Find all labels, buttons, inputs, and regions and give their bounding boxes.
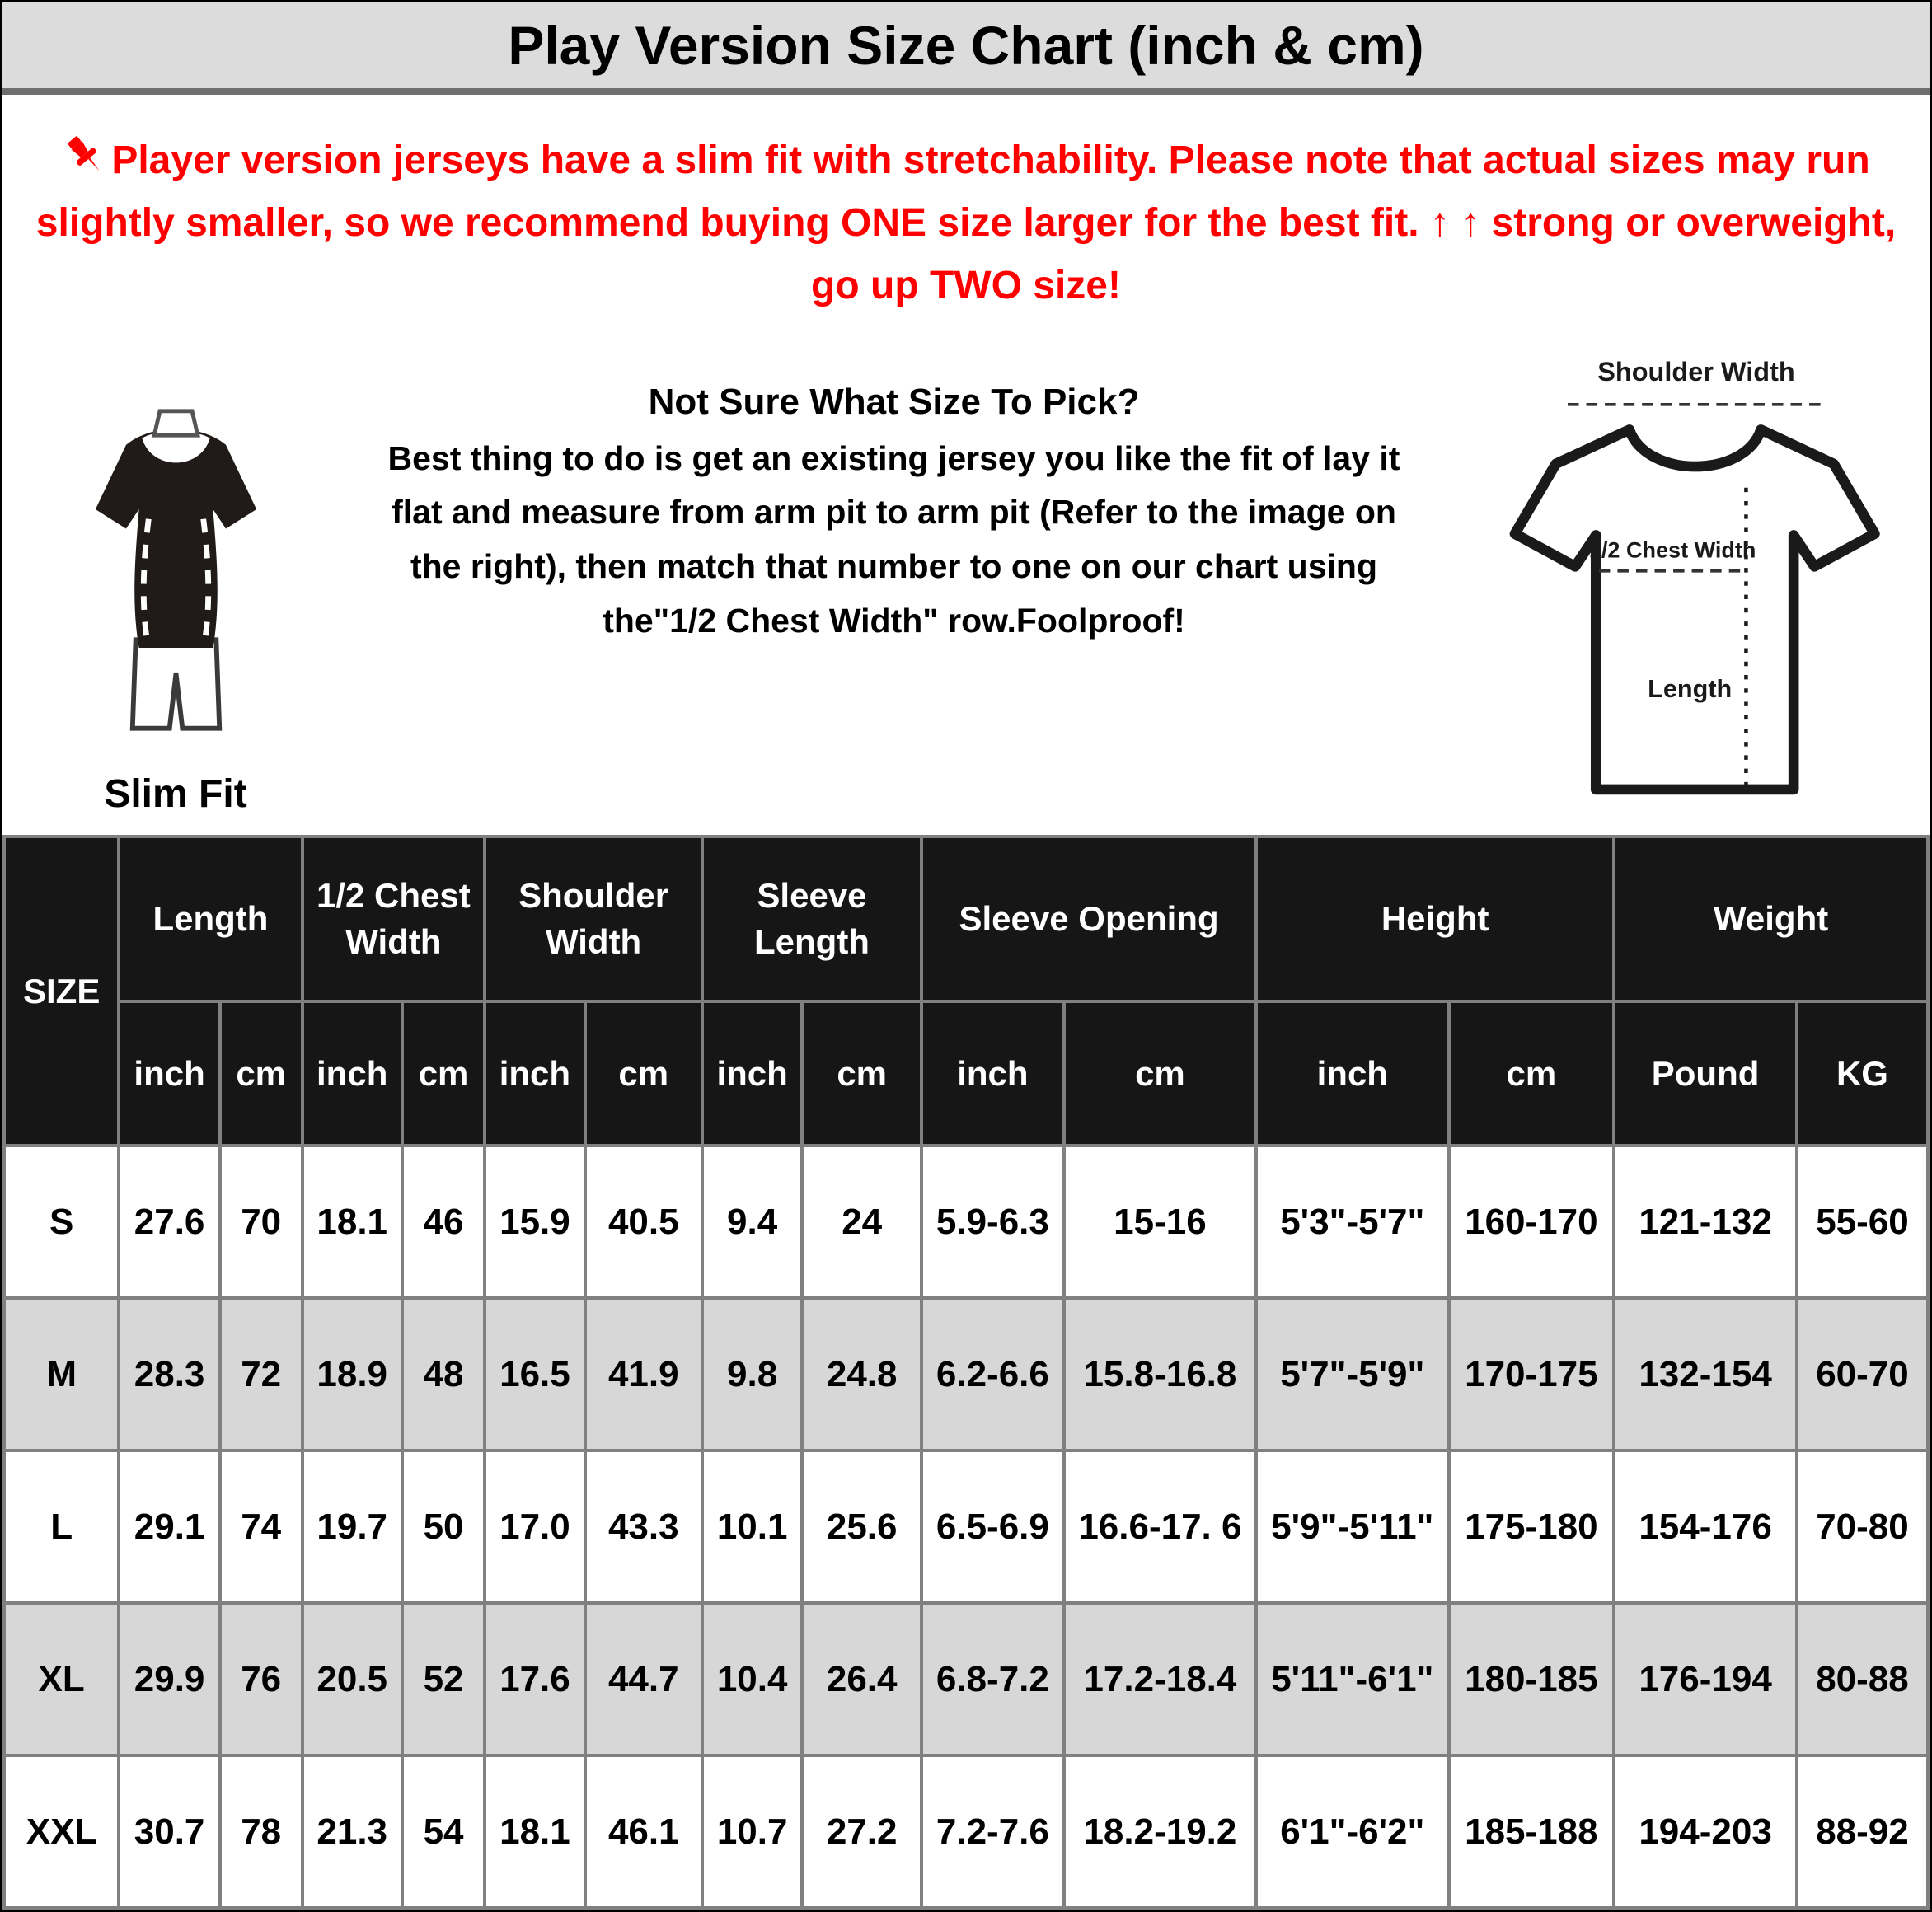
value-cell: 25.6: [802, 1450, 921, 1603]
unit-header: inch: [921, 1001, 1064, 1146]
group-header-sleeve-length: Sleeve Length: [702, 836, 921, 1001]
fit-warning-line-3: go up TWO size!: [811, 263, 1121, 307]
size-cell: S: [4, 1146, 119, 1298]
value-cell: 17.0: [485, 1450, 584, 1603]
unit-header: cm: [220, 1001, 302, 1146]
unit-header: KG: [1797, 1001, 1928, 1146]
value-cell: 17.6: [485, 1603, 584, 1755]
size-help-line-3: the right), then match that number to one on our chart using: [410, 547, 1378, 586]
size-help-line-1: Best thing to do is get an existing jersey you like the fit of lay it: [387, 438, 1400, 477]
value-cell: 78: [220, 1755, 302, 1908]
value-cell: 60-70: [1797, 1298, 1928, 1450]
unit-header: inch: [485, 1001, 584, 1146]
value-cell: 7.2-7.6: [921, 1755, 1064, 1908]
value-cell: 132-154: [1614, 1298, 1797, 1450]
value-cell: 50: [402, 1450, 485, 1603]
value-cell: 194-203: [1614, 1755, 1797, 1908]
value-cell: 15.8-16.8: [1064, 1298, 1256, 1450]
measurement-diagram: [1484, 346, 1905, 827]
value-cell: 16.6-17. 6: [1064, 1450, 1256, 1603]
value-cell: 80-88: [1797, 1603, 1928, 1755]
value-cell: 26.4: [802, 1603, 921, 1755]
value-cell: 175-180: [1449, 1450, 1615, 1603]
value-cell: 27.6: [119, 1146, 220, 1298]
value-cell: 54: [402, 1755, 485, 1908]
unit-header: inch: [119, 1001, 220, 1146]
group-header-length: Length: [119, 836, 302, 1001]
value-cell: 52: [402, 1603, 485, 1755]
fit-warning-line-1: [19, 129, 1913, 192]
value-cell: 5.9-6.3: [921, 1146, 1064, 1298]
value-cell: 72: [220, 1298, 302, 1450]
size-cell: XL: [4, 1603, 119, 1755]
value-cell: 48: [402, 1298, 485, 1450]
fit-warning-text: [2, 95, 1930, 323]
value-cell: 18.1: [302, 1146, 402, 1298]
value-cell: 9.8: [702, 1298, 802, 1450]
value-cell: 41.9: [585, 1298, 702, 1450]
value-cell: 160-170: [1449, 1146, 1615, 1298]
table-row-m: [4, 1298, 1928, 1450]
value-cell: 20.5: [302, 1603, 402, 1755]
title-bar: [2, 2, 1930, 95]
table-row-s: [4, 1146, 1928, 1298]
value-cell: 88-92: [1797, 1755, 1928, 1908]
table-row-l: [4, 1450, 1928, 1603]
value-cell: 176-194: [1614, 1603, 1797, 1755]
value-cell: 43.3: [585, 1450, 702, 1603]
unit-header: inch: [702, 1001, 802, 1146]
value-cell: 70: [220, 1146, 302, 1298]
value-cell: 6.8-7.2: [921, 1603, 1064, 1755]
size-help-text: [303, 373, 1484, 648]
value-cell: 40.5: [585, 1146, 702, 1298]
group-header-shoulder-width: Shoulder Width: [485, 836, 702, 1001]
size-help-line-2: flat and measure from arm pit to arm pit (Refer to the image on: [392, 493, 1396, 532]
value-cell: 5'11"-6'1": [1256, 1603, 1448, 1755]
tshirt-measurement-icon: [1484, 346, 1901, 822]
length-label: Length: [1648, 675, 1733, 704]
value-cell: 6'1"-6'2": [1256, 1755, 1448, 1908]
unit-header: cm: [1064, 1001, 1256, 1146]
value-cell: 5'7"-5'9": [1256, 1298, 1448, 1450]
size-table: [2, 835, 1930, 1910]
value-cell: 17.2-18.4: [1064, 1603, 1256, 1755]
unit-header: inch: [1256, 1001, 1448, 1146]
unit-header: cm: [802, 1001, 921, 1146]
fit-warning-line-2: slightly smaller, so we recommend buying ONE size larger for the best fit. ↑ ↑ strong or overweight,: [35, 200, 1897, 245]
size-cell: L: [4, 1450, 119, 1603]
unit-header: cm: [402, 1001, 485, 1146]
value-cell: 154-176: [1614, 1450, 1797, 1603]
value-cell: 121-132: [1614, 1146, 1797, 1298]
value-cell: 21.3: [302, 1755, 402, 1908]
value-cell: 24.8: [802, 1298, 921, 1450]
unit-header: Pound: [1614, 1001, 1797, 1146]
value-cell: 29.9: [119, 1603, 220, 1755]
value-cell: 10.1: [702, 1450, 802, 1603]
value-cell: 29.1: [119, 1450, 220, 1603]
shoulder-width-label: Shoulder Width: [1597, 357, 1795, 387]
slim-fit-label: Slim Fit: [104, 772, 247, 817]
value-cell: 74: [220, 1450, 302, 1603]
value-cell: 10.4: [702, 1603, 802, 1755]
value-cell: 6.2-6.6: [921, 1298, 1064, 1450]
value-cell: 28.3: [119, 1298, 220, 1450]
value-cell: 16.5: [485, 1298, 584, 1450]
half-chest-width-label: 1/2 Chest Width: [1588, 538, 1756, 564]
size-help-title: Not Sure What Size To Pick?: [648, 382, 1140, 423]
size-cell: M: [4, 1298, 119, 1450]
value-cell: 185-188: [1449, 1755, 1615, 1908]
unit-header: cm: [585, 1001, 702, 1146]
page-title: Play Version Size Chart (inch & cm): [508, 15, 1424, 76]
unit-header: cm: [1449, 1001, 1615, 1146]
value-cell: 70-80: [1797, 1450, 1928, 1603]
value-cell: 27.2: [802, 1755, 921, 1908]
group-header-weight: Weight: [1614, 836, 1928, 1001]
pushpin-icon: [62, 132, 108, 178]
value-cell: 30.7: [119, 1755, 220, 1908]
value-cell: 10.7: [702, 1755, 802, 1908]
value-cell: 19.7: [302, 1450, 402, 1603]
value-cell: 170-175: [1449, 1298, 1615, 1450]
group-header-height: Height: [1256, 836, 1614, 1001]
value-cell: 44.7: [585, 1603, 702, 1755]
value-cell: 24: [802, 1146, 921, 1298]
value-cell: 5'9"-5'11": [1256, 1450, 1448, 1603]
fit-warning-line-1-text: Player version jerseys have a slim fit with stretchability. Please note that actual sizes may run: [111, 138, 1870, 182]
value-cell: 180-185: [1449, 1603, 1615, 1755]
value-cell: 46.1: [585, 1755, 702, 1908]
size-help-line-4: the"1/2 Chest Width" row.Foolproof!: [603, 601, 1185, 640]
table-row-xl: [4, 1603, 1928, 1755]
value-cell: 18.9: [302, 1298, 402, 1450]
value-cell: 15.9: [485, 1146, 584, 1298]
size-column-header: SIZE: [4, 836, 119, 1146]
table-row-xxl: [4, 1755, 1928, 1908]
value-cell: 18.1: [485, 1755, 584, 1908]
value-cell: 76: [220, 1603, 302, 1755]
value-cell: 15-16: [1064, 1146, 1256, 1298]
group-header-half-chest-width: 1/2 Chest Width: [302, 836, 485, 1001]
value-cell: 18.2-19.2: [1064, 1755, 1256, 1908]
slim-fit-figure: [48, 406, 303, 817]
slim-fit-icon: [79, 406, 273, 752]
info-row: [2, 323, 1930, 827]
unit-header: inch: [302, 1001, 402, 1146]
value-cell: 46: [402, 1146, 485, 1298]
value-cell: 55-60: [1797, 1146, 1928, 1298]
size-cell: XXL: [4, 1755, 119, 1908]
group-header-sleeve-opening: Sleeve Opening: [921, 836, 1256, 1001]
value-cell: 5'3"-5'7": [1256, 1146, 1448, 1298]
value-cell: 6.5-6.9: [921, 1450, 1064, 1603]
value-cell: 9.4: [702, 1146, 802, 1298]
